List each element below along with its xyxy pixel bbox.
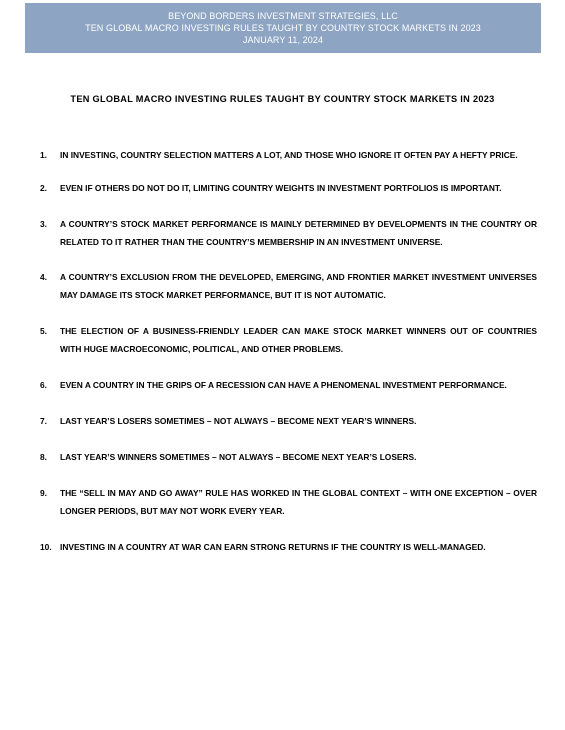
list-item [40, 412, 537, 430]
rule-number: 5. [40, 326, 47, 336]
list-item [40, 322, 537, 358]
rule-number: 2. [40, 183, 47, 193]
header-subtitle: TEN GLOBAL MACRO INVESTING RULES TAUGHT BY COUNTRY STOCK MARKETS IN 2023 [85, 23, 481, 33]
list-item [40, 538, 537, 556]
rules-list [40, 146, 537, 566]
document-title: TEN GLOBAL MACRO INVESTING RULES TAUGHT BY COUNTRY STOCK MARKETS IN 2023 [70, 94, 495, 104]
rule-number: 8. [40, 452, 47, 462]
list-item [40, 268, 537, 304]
rule-number: 6. [40, 380, 47, 390]
rule-text: EVEN IF OTHERS DO NOT DO IT, LIMITING COUNTRY WEIGHTS IN INVESTMENT PORTFOLIOS IS IMPORTANT. [60, 183, 502, 193]
list-item [40, 376, 537, 394]
list-item [40, 484, 537, 520]
header-date: JANUARY 11, 2024 [242, 35, 324, 45]
rule-number: 9. [40, 488, 47, 498]
list-item [40, 146, 537, 164]
rule-text: LAST YEAR’S LOSERS SOMETIMES – NOT ALWAYS – BECOME NEXT YEAR’S WINNERS. [60, 416, 417, 426]
rule-number: 4. [40, 272, 47, 282]
rule-text: IN INVESTING, COUNTRY SELECTION MATTERS A LOT, AND THOSE WHO IGNORE IT OFTEN PAY A HEFTY PRICE. [60, 150, 518, 160]
list-item [40, 448, 537, 466]
rule-number: 3. [40, 219, 47, 229]
rule-text: LAST YEAR’S WINNERS SOMETIMES – NOT ALWAYS – BECOME NEXT YEAR’S LOSERS. [60, 452, 417, 462]
list-item [40, 179, 537, 197]
rule-text: INVESTING IN A COUNTRY AT WAR CAN EARN STRONG RETURNS IF THE COUNTRY IS WELL-MANAGED. [60, 542, 486, 552]
rule-text: A COUNTRY’S STOCK MARKET PERFORMANCE IS MAINLY DETERMINED BY DEVELOPMENTS IN THE COUNTRY OR RELATED TO IT RATHER THAN THE COUNTRY’S MEMBERSHIP IN AN INVESTMENT UNIVERSE. [60, 219, 537, 247]
rule-number: 7. [40, 416, 47, 426]
rule-text: A COUNTRY’S EXCLUSION FROM THE DEVELOPED, EMERGING, AND FRONTIER MARKET INVESTMENT UNIVERSES MAY DAMAGE ITS STOCK MARKET PERFORMANCE, BUT IT IS NOT AUTOMATIC. [60, 272, 537, 300]
rule-text: EVEN A COUNTRY IN THE GRIPS OF A RECESSION CAN HAVE A PHENOMENAL INVESTMENT PERFORMANCE. [60, 380, 507, 390]
rule-number: 10. [40, 542, 52, 552]
list-item [40, 215, 537, 251]
rule-text: THE “SELL IN MAY AND GO AWAY” RULE HAS WORKED IN THE GLOBAL CONTEXT – WITH ONE EXCEPTION – OVER LONGER PERIODS, BUT MAY NOT WORK EVERY YEAR. [60, 488, 537, 516]
company-name: BEYOND BORDERS INVESTMENT STRATEGIES, LLC [168, 11, 398, 21]
header-banner [25, 3, 541, 53]
rule-text: THE ELECTION OF A BUSINESS-FRIENDLY LEADER CAN MAKE STOCK MARKET WINNERS OUT OF COUNTRIES WITH HUGE MACROECONOMIC, POLITICAL, AND OTHER PROBLEMS. [60, 326, 537, 354]
rule-number: 1. [40, 150, 47, 160]
